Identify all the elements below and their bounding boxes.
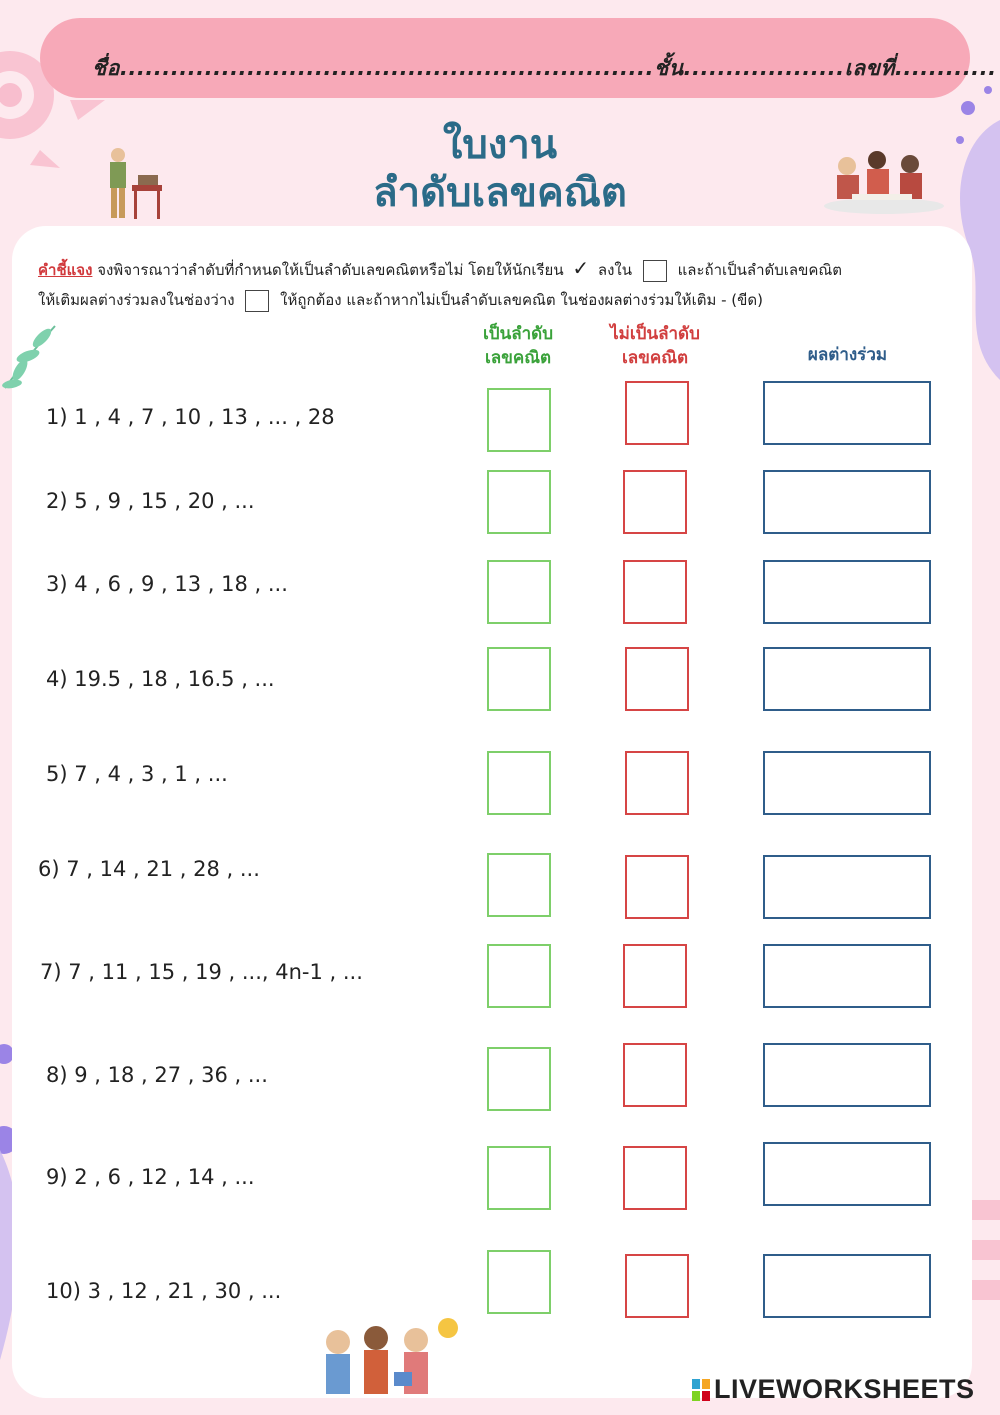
question-4: 4) 19.5 , 18 , 16.5 , ...	[46, 667, 275, 691]
common-difference-input-5[interactable]	[763, 751, 931, 815]
column-header-common-difference: ผลต่างร่วม	[807, 345, 888, 365]
not-arithmetic-checkbox-4[interactable]	[625, 647, 689, 711]
not-arithmetic-checkbox-10[interactable]	[625, 1254, 689, 1318]
kids-illustration	[298, 1312, 473, 1407]
arithmetic-checkbox-9[interactable]	[487, 1146, 551, 1210]
common-difference-input-7[interactable]	[763, 944, 931, 1008]
common-difference-input-2[interactable]	[763, 470, 931, 534]
question-6: 6) 7 , 14 , 21 , 28 , ...	[38, 857, 260, 881]
question-5: 5) 7 , 4 , 3 , 1 , ...	[46, 762, 228, 786]
column-header-arithmetic-line1: เป็นลำดับ	[482, 324, 554, 344]
arithmetic-checkbox-8[interactable]	[487, 1047, 551, 1111]
instructions-text-2: ลงใน	[597, 261, 633, 279]
arithmetic-checkbox-5[interactable]	[487, 751, 551, 815]
teacher-illustration	[98, 145, 168, 225]
column-header-arithmetic	[458, 322, 578, 370]
arithmetic-checkbox-4[interactable]	[487, 647, 551, 711]
common-difference-input-4[interactable]	[763, 647, 931, 711]
not-arithmetic-checkbox-3[interactable]	[623, 560, 687, 624]
column-header-not-arithmetic-line1: ไม่เป็นลำดับ	[610, 324, 700, 344]
question-1: 1) 1 , 4 , 7 , 10 , 13 , ... , 28	[46, 405, 335, 429]
not-arithmetic-checkbox-9[interactable]	[623, 1146, 687, 1210]
example-checkbox-icon	[643, 260, 667, 282]
not-arithmetic-checkbox-1[interactable]	[625, 381, 689, 445]
students-reading-illustration	[822, 148, 947, 218]
arithmetic-checkbox-1[interactable]	[487, 388, 551, 452]
instructions-text-5: ให้ถูกต้อง และถ้าหากไม่เป็นลำดับเลขคณิต ในช่องผลต่างร่วมให้เติม - (ขีด)	[280, 291, 763, 309]
question-2: 2) 5 , 9 , 15 , 20 , ...	[46, 489, 255, 513]
not-arithmetic-checkbox-5[interactable]	[625, 751, 689, 815]
question-3: 3) 4 , 6 , 9 , 13 , 18 , ...	[46, 572, 288, 596]
question-7: 7) 7 , 11 , 15 , 19 , ..., 4n-1 , ...	[40, 960, 363, 984]
worksheet-title: ใบงาน	[442, 122, 558, 168]
common-difference-input-6[interactable]	[763, 855, 931, 919]
instructions-text-4: ให้เติมผลต่างร่วมลงในช่องว่าง	[38, 291, 235, 309]
checkmark-icon: ✓	[572, 256, 590, 280]
arithmetic-checkbox-3[interactable]	[487, 560, 551, 624]
common-difference-input-8[interactable]	[763, 1043, 931, 1107]
common-difference-input-1[interactable]	[763, 381, 931, 445]
leaf-decoration	[0, 318, 60, 398]
example-answer-box-icon	[245, 290, 269, 312]
instructions-lead: คำชี้แจง	[38, 261, 93, 279]
column-header-not-arithmetic	[590, 322, 720, 370]
column-header-arithmetic-line2: เลขคณิต	[484, 348, 552, 368]
question-10: 10) 3 , 12 , 21 , 30 , ...	[46, 1279, 282, 1303]
arithmetic-checkbox-6[interactable]	[487, 853, 551, 917]
worksheet-subtitle: ลำดับเลขคณิต	[373, 170, 627, 216]
liveworksheets-logo-text: LIVEWORKSHEETS	[714, 1374, 975, 1404]
instructions-text-1: จงพิจารณาว่าลำดับที่กำหนดให้เป็นลำดับเลขคณิตหรือไม่ โดยให้นักเรียน	[92, 261, 564, 279]
common-difference-input-9[interactable]	[763, 1142, 931, 1206]
liveworksheets-logo	[692, 1374, 975, 1405]
instructions	[38, 253, 958, 315]
common-difference-input-10[interactable]	[763, 1254, 931, 1318]
not-arithmetic-checkbox-6[interactable]	[625, 855, 689, 919]
not-arithmetic-checkbox-8[interactable]	[623, 1043, 687, 1107]
student-info-line: ชื่อ...............................................................ชั้น...................เลขที่............	[92, 56, 997, 80]
question-8: 8) 9 , 18 , 27 , 36 , ...	[46, 1063, 268, 1087]
arithmetic-checkbox-10[interactable]	[487, 1250, 551, 1314]
instructions-text-3: และถ้าเป็นลำดับเลขคณิต	[677, 261, 843, 279]
not-arithmetic-checkbox-2[interactable]	[623, 470, 687, 534]
arithmetic-checkbox-2[interactable]	[487, 470, 551, 534]
liveworksheets-logo-icon	[692, 1379, 710, 1401]
arithmetic-checkbox-7[interactable]	[487, 944, 551, 1008]
column-header-not-arithmetic-line2: เลขคณิต	[621, 348, 689, 368]
question-9: 9) 2 , 6 , 12 , 14 , ...	[46, 1165, 255, 1189]
not-arithmetic-checkbox-7[interactable]	[623, 944, 687, 1008]
common-difference-input-3[interactable]	[763, 560, 931, 624]
